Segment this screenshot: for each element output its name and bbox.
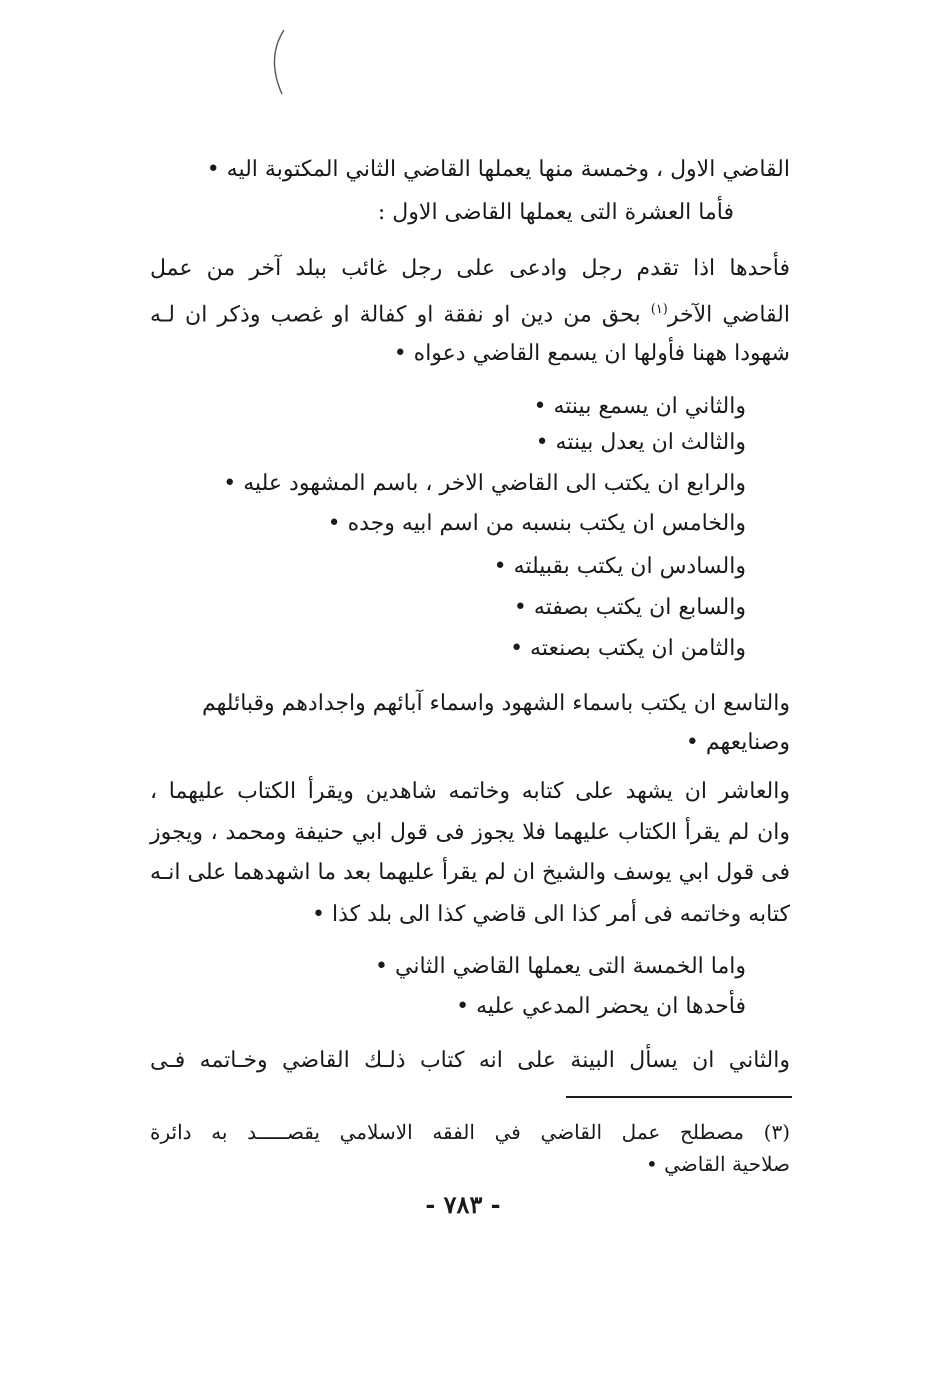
body-line: فى قول ابي يوسف والشيخ ان لم يقرأ عليهما بعد ما اشهدهما على انـه bbox=[150, 860, 790, 885]
body-line: وان لم يقرأ الكتاب عليهما فلا يجوز فى قول ابي حنيفة ومحمد ، ويجوز bbox=[150, 820, 790, 845]
body-line: فأحدها ان يحضر المدعي عليه • bbox=[456, 994, 746, 1019]
page-number: - ٧٨٣ - bbox=[425, 1190, 501, 1219]
footnote-line: صلاحية القاضي • bbox=[645, 1152, 790, 1176]
body-line: واما الخمسة التى يعملها القاضي الثاني • bbox=[375, 954, 746, 979]
body-line: كتابه وخاتمه فى أمر كذا الى قاضي كذا الى بلد كذا • bbox=[312, 902, 790, 927]
body-line: وصنايعهم • bbox=[685, 730, 790, 755]
body-line-with-footnote bbox=[150, 295, 790, 328]
body-line: شهودا ههنا فأولها ان يسمع القاضي دعواه • bbox=[393, 341, 790, 366]
body-line-part: بحق من دين او نفقة او كفالة او غصب وذكر ان لـه bbox=[150, 302, 641, 328]
body-line-part: القاضي الآخر bbox=[667, 302, 790, 328]
body-line: والعاشر ان يشهد على كتابه وخاتمه شاهدين ويقرأ الكتاب عليهما ، bbox=[150, 779, 790, 804]
body-line: القاضي الاول ، وخمسة منها يعملها القاضي الثاني المكتوبة اليه • bbox=[206, 157, 790, 182]
scan-corner-mark bbox=[262, 28, 302, 98]
body-line: والرابع ان يكتب الى القاضي الاخر ، باسم المشهود عليه • bbox=[223, 471, 746, 496]
body-line: والثاني ان يسأل البينة على انه كتاب ذلـك القاضي وخـاتمه فـى bbox=[150, 1048, 790, 1073]
body-line: والثالث ان يعدل بينته • bbox=[535, 430, 746, 455]
body-line: فأحدها اذا تقدم رجل وادعى على رجل غائب ببلد آخر من عمل bbox=[150, 256, 790, 281]
body-line: والسادس ان يكتب بقبيلته • bbox=[493, 554, 746, 579]
body-line: والسابع ان يكتب بصفته • bbox=[513, 595, 746, 620]
body-line: والخامس ان يكتب بنسبه من اسم ابيه وجده • bbox=[327, 511, 746, 536]
footnote-divider bbox=[566, 1096, 792, 1098]
body-line: والثاني ان يسمع بينته • bbox=[533, 394, 746, 419]
footnote-reference: (١) bbox=[650, 302, 668, 317]
footnote-line: (٣) مصطلح عمل القاضي في الفقه الاسلامي يقصـــــد به دائرة bbox=[150, 1120, 790, 1144]
body-line: والتاسع ان يكتب باسماء الشهود واسماء آبائهم واجدادهم وقبائلهم bbox=[202, 691, 790, 716]
body-line: فأما العشرة التى يعملها القاضى الاول : bbox=[377, 200, 734, 225]
body-line: والثامن ان يكتب بصنعته • bbox=[510, 636, 746, 661]
